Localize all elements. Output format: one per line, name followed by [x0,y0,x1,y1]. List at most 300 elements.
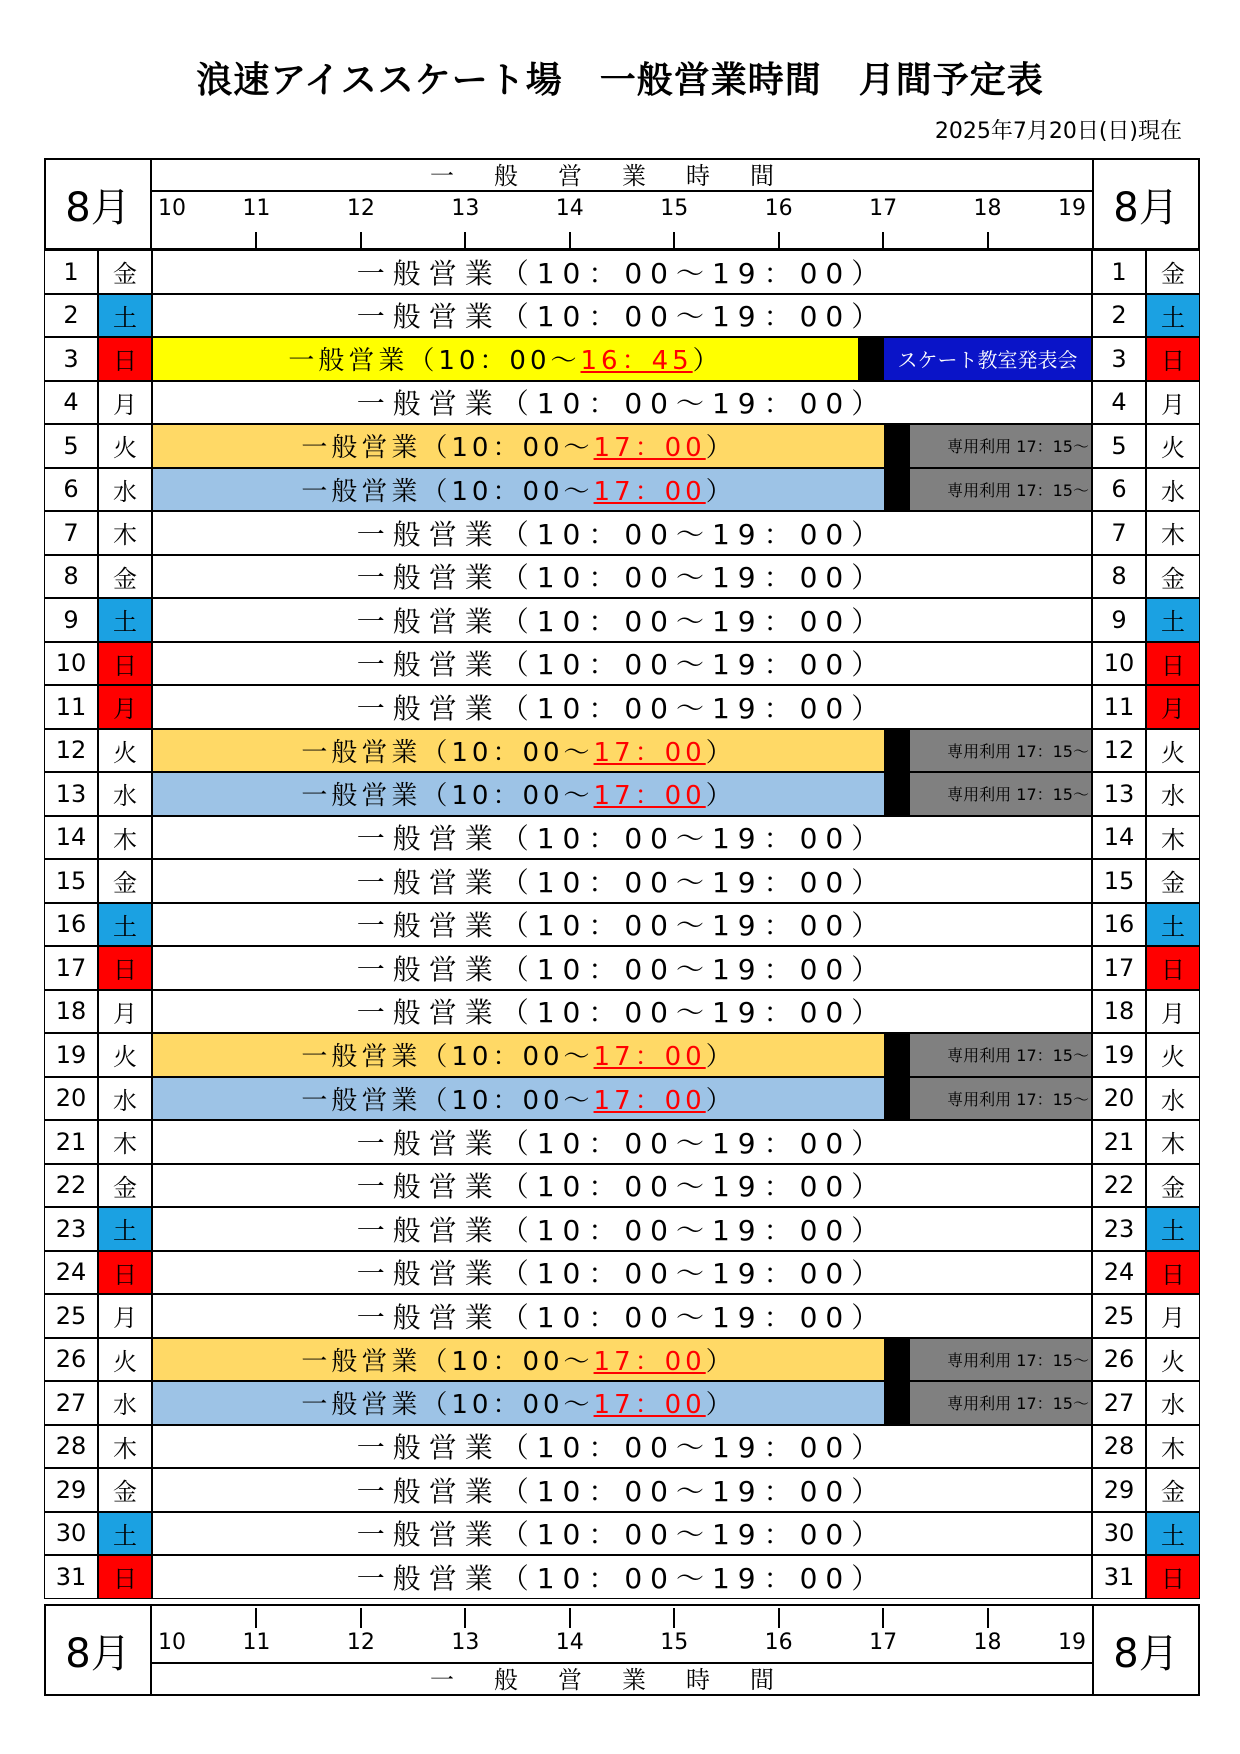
wednesday-session-band [153,1382,884,1424]
day-of-week: 金 [98,555,152,599]
day-of-week: 日 [98,642,152,686]
early-close-time: 17：00 [593,1390,706,1421]
day-of-week: 水 [1146,1077,1200,1121]
month-label: 8月 [44,1604,152,1696]
schedule-cell [152,1338,1092,1382]
hour-axis-title: 一般営業時間 [152,1662,1092,1694]
hour-axis-title: 一般営業時間 [152,160,1092,192]
month-label: 8月 [1092,1604,1200,1696]
day-number: 6 [1092,468,1146,512]
short-hours-label [301,775,735,812]
day-number: 9 [44,598,98,642]
day-number: 16 [44,903,98,947]
day-of-week: 月 [1146,1294,1200,1338]
day-number: 5 [1092,424,1146,468]
header-top [44,158,1200,250]
schedule-cell [152,1555,1092,1599]
close-paren: ） [705,1085,736,1116]
hour-label: 12 [346,1630,375,1655]
day-number: 3 [44,337,98,381]
day-row [44,1077,1200,1121]
schedule-cell [152,990,1092,1034]
day-of-week: 金 [1146,1164,1200,1208]
day-of-week: 火 [1146,424,1200,468]
day-of-week: 木 [1146,511,1200,555]
day-number: 5 [44,424,98,468]
standard-hours-label: 一般営業（10：00～19：00） [356,909,888,943]
day-of-week: 火 [98,1033,152,1077]
standard-hours-label: 一般営業（10：00～19：00） [356,517,888,551]
close-paren: ） [705,433,736,464]
short-hours-prefix: 一般営業（10：00～ [301,1042,594,1073]
day-of-week: 金 [98,1468,152,1512]
hour-tick [464,232,466,250]
day-number: 19 [1092,1033,1146,1077]
day-row [44,1512,1200,1556]
day-row [44,555,1200,599]
schedule-cell [152,1120,1092,1164]
day-of-week: 日 [1146,337,1200,381]
day-of-week: 月 [98,381,152,425]
standard-hours-label: 一般営業（10：00～19：00） [356,865,888,899]
day-number: 7 [1092,511,1146,555]
day-of-week: 月 [98,1294,152,1338]
day-of-week: 水 [1146,772,1200,816]
schedule-cell [152,1381,1092,1425]
day-of-week: 日 [1146,1555,1200,1599]
closed-interval [884,773,910,815]
hour-tick [464,1608,466,1628]
day-row [44,1033,1200,1077]
day-number: 15 [1092,859,1146,903]
day-of-week: 日 [1146,1251,1200,1295]
exclusive-use-band: 専用利用 17：15～ [910,773,1091,815]
day-number: 15 [44,859,98,903]
standard-hours-label: 一般営業（10：00～19：00） [356,1518,888,1552]
day-number: 9 [1092,598,1146,642]
schedule-cell [152,1077,1092,1121]
as-of-date: 2025年7月20日(日)現在 [934,119,1182,144]
closed-interval [884,1339,910,1381]
day-number: 23 [1092,1207,1146,1251]
day-number: 28 [1092,1425,1146,1469]
day-number: 11 [1092,685,1146,729]
exclusive-use-band: 専用利用 17：15～ [910,730,1091,772]
schedule-cell [152,685,1092,729]
day-of-week: 月 [1146,381,1200,425]
early-close-time: 17：00 [593,781,706,812]
day-number: 26 [44,1338,98,1382]
day-of-week: 日 [1146,946,1200,990]
day-number: 20 [1092,1077,1146,1121]
day-of-week: 金 [1146,859,1200,903]
day-number: 25 [44,1294,98,1338]
day-of-week: 木 [98,1425,152,1469]
schedule-cell [152,381,1092,425]
day-of-week: 木 [98,511,152,555]
day-of-week: 火 [1146,729,1200,773]
standard-hours-label: 一般営業（10：00～19：00） [356,256,888,290]
hour-tick [987,1608,989,1628]
standard-hours-label: 一般営業（10：00～19：00） [356,691,888,725]
day-row [44,1164,1200,1208]
day-of-week: 木 [98,1120,152,1164]
hour-tick [778,1608,780,1628]
month-label: 8月 [1092,158,1200,250]
closed-interval [884,730,910,772]
day-number: 31 [1092,1555,1146,1599]
day-row [44,294,1200,338]
hour-label: 18 [973,196,1002,221]
day-number: 2 [1092,294,1146,338]
short-hours-prefix: 一般営業（10：00～ [301,737,594,768]
hour-axis-top [150,158,1094,250]
standard-hours-label: 一般営業（10：00～19：00） [356,387,888,421]
schedule-cell [152,1468,1092,1512]
day-row [44,250,1200,294]
schedule-cell [152,1512,1092,1556]
day-number: 1 [1092,250,1146,294]
tuesday-session-band [153,730,884,772]
day-of-week: 土 [1146,294,1200,338]
day-number: 28 [44,1425,98,1469]
recital-event-band: スケート教室発表会 [884,338,1091,380]
early-close-time: 16：45 [580,346,693,377]
day-number: 21 [1092,1120,1146,1164]
short-hours-label [301,471,735,508]
wednesday-session-band [153,773,884,815]
day-of-week: 土 [98,598,152,642]
schedule-cell [152,598,1092,642]
schedule-cell [152,859,1092,903]
short-hours-label [301,427,735,464]
schedule-cell [152,555,1092,599]
special-hours-prefix: 一般営業（10：00～ [288,346,581,377]
day-of-week: 火 [98,424,152,468]
schedule-cell [152,1164,1092,1208]
short-hours-label [301,1384,735,1421]
day-row [44,468,1200,512]
standard-hours-label: 一般営業（10：00～19：00） [356,1561,888,1595]
day-of-week: 日 [98,1555,152,1599]
day-of-week: 土 [98,1512,152,1556]
day-of-week: 土 [1146,1512,1200,1556]
schedule-cell [152,337,1092,381]
standard-hours-label: 一般営業（10：00～19：00） [356,1257,888,1291]
day-of-week: 木 [98,816,152,860]
schedule-cell [152,816,1092,860]
short-hours-prefix: 一般営業（10：00～ [301,1390,594,1421]
exclusive-use-band: 専用利用 17：15～ [910,469,1091,511]
day-row [44,1294,1200,1338]
day-of-week: 日 [1146,642,1200,686]
standard-hours-label: 一般営業（10：00～19：00） [356,952,888,986]
day-row [44,381,1200,425]
day-number: 30 [1092,1512,1146,1556]
day-of-week: 火 [1146,1033,1200,1077]
short-hours-label [301,732,735,769]
schedule-cell [152,511,1092,555]
standard-hours-label: 一般営業（10：00～19：00） [356,1474,888,1508]
short-hours-prefix: 一般営業（10：00～ [301,781,594,812]
close-paren: ） [705,781,736,812]
day-number: 4 [1092,381,1146,425]
day-row [44,1251,1200,1295]
day-number: 27 [44,1381,98,1425]
hour-label: 12 [346,196,375,221]
day-number: 31 [44,1555,98,1599]
standard-hours-label: 一般営業（10：00～19：00） [356,648,888,682]
hour-label: 15 [660,196,689,221]
day-number: 7 [44,511,98,555]
hour-label: 13 [451,1630,480,1655]
day-number: 24 [1092,1251,1146,1295]
day-number: 18 [44,990,98,1034]
standard-hours-label: 一般営業（10：00～19：00） [356,604,888,638]
hour-tick [778,232,780,250]
day-row [44,1381,1200,1425]
early-close-time: 17：00 [593,737,706,768]
day-row [44,772,1200,816]
schedule-cell [152,946,1092,990]
short-hours-prefix: 一般営業（10：00～ [301,433,594,464]
special-hours-label [288,340,722,377]
hour-tick [569,232,571,250]
header-bottom [44,1604,1200,1696]
tuesday-session-band [153,1339,884,1381]
hour-tick [360,1608,362,1628]
day-number: 26 [1092,1338,1146,1382]
standard-hours-label: 一般営業（10：00～19：00） [356,996,888,1030]
tuesday-session-band [153,1034,884,1076]
hour-label: 10 [158,1630,186,1655]
hour-label: 14 [555,196,584,221]
day-row [44,424,1200,468]
day-of-week: 土 [98,294,152,338]
schedule-cell [152,250,1092,294]
day-number: 21 [44,1120,98,1164]
hour-label: 11 [242,196,271,221]
day-number: 25 [1092,1294,1146,1338]
day-row [44,990,1200,1034]
day-number: 11 [44,685,98,729]
exclusive-use-band: 専用利用 17：15～ [910,1382,1091,1424]
schedule-cell [152,1425,1092,1469]
early-close-time: 17：00 [593,433,706,464]
early-close-time: 17：00 [593,1042,706,1073]
day-number: 10 [44,642,98,686]
day-number: 3 [1092,337,1146,381]
day-of-week: 月 [98,685,152,729]
exclusive-use-band: 専用利用 17：15～ [910,425,1091,467]
short-hours-prefix: 一般営業（10：00～ [301,1346,594,1377]
closed-interval [884,1382,910,1424]
standard-hours-label: 一般営業（10：00～19：00） [356,300,888,334]
schedule-cell [152,468,1092,512]
day-row [44,642,1200,686]
day-of-week: 土 [1146,598,1200,642]
hour-label: 17 [869,1630,898,1655]
day-of-week: 金 [98,1164,152,1208]
day-of-week: 水 [98,1381,152,1425]
schedule-cell [152,729,1092,773]
hour-label: 10 [158,196,186,221]
day-of-week: 日 [98,337,152,381]
day-of-week: 土 [1146,1207,1200,1251]
closed-interval [858,338,884,380]
short-hours-label [301,1036,735,1073]
day-number: 30 [44,1512,98,1556]
hour-label: 16 [764,1630,793,1655]
day-of-week: 金 [98,250,152,294]
day-of-week: 月 [1146,685,1200,729]
hour-tick [255,1608,257,1628]
day-number: 12 [1092,729,1146,773]
day-of-week: 日 [98,1251,152,1295]
day-row [44,1338,1200,1382]
hour-label: 19 [1058,1630,1086,1655]
day-row [44,1425,1200,1469]
day-number: 22 [1092,1164,1146,1208]
standard-hours-label: 一般営業（10：00～19：00） [356,1431,888,1465]
close-paren: ） [705,1390,736,1421]
early-close-time: 17：00 [593,1085,706,1116]
hour-label: 11 [242,1630,271,1655]
day-number: 16 [1092,903,1146,947]
hour-axis-bottom [150,1604,1094,1696]
day-of-week: 月 [1146,990,1200,1034]
day-of-week: 木 [1146,1120,1200,1164]
hour-tick [673,1608,675,1628]
day-number: 2 [44,294,98,338]
day-of-week: 水 [1146,1381,1200,1425]
schedule-table [44,158,1200,1696]
hour-label: 16 [764,196,793,221]
day-number: 17 [44,946,98,990]
hour-label: 19 [1058,196,1086,221]
day-number: 13 [1092,772,1146,816]
close-paren: ） [705,1042,736,1073]
day-number: 19 [44,1033,98,1077]
wednesday-session-band [153,1078,884,1120]
hour-label: 15 [660,1630,689,1655]
short-hours-label [301,1080,735,1117]
exclusive-use-band: 専用利用 17：15～ [910,1339,1091,1381]
day-row [44,816,1200,860]
tuesday-session-band [153,425,884,467]
hour-tick [360,232,362,250]
day-row [44,946,1200,990]
day-number: 1 [44,250,98,294]
schedule-cell [152,1033,1092,1077]
short-hours-prefix: 一般営業（10：00～ [301,1085,594,1116]
hour-tick [987,232,989,250]
day-of-week: 水 [98,468,152,512]
short-hours-label [301,1341,735,1378]
hour-tick [882,1608,884,1628]
short-hours-prefix: 一般営業（10：00～ [301,476,594,507]
closed-interval [884,469,910,511]
day-of-week: 金 [1146,250,1200,294]
day-of-week: 金 [98,859,152,903]
day-row [44,859,1200,903]
hour-tick [569,1608,571,1628]
schedule-cell [152,903,1092,947]
day-row [44,729,1200,773]
day-of-week: 水 [98,772,152,816]
day-number: 24 [44,1251,98,1295]
hour-tick [673,232,675,250]
closed-interval [884,425,910,467]
early-close-time: 17：00 [593,476,706,507]
standard-hours-label: 一般営業（10：00～19：00） [356,561,888,595]
close-paren: ） [705,737,736,768]
day-of-week: 木 [1146,1425,1200,1469]
schedule-cell [152,424,1092,468]
schedule-cell [152,772,1092,816]
day-row [44,903,1200,947]
day-number: 14 [1092,816,1146,860]
standard-hours-label: 一般営業（10：00～19：00） [356,1300,888,1334]
day-of-week: 日 [98,946,152,990]
day-number: 8 [44,555,98,599]
day-of-week: 金 [1146,1468,1200,1512]
day-number: 23 [44,1207,98,1251]
day-of-week: 金 [1146,555,1200,599]
day-number: 29 [1092,1468,1146,1512]
day-of-week: 土 [1146,903,1200,947]
day-of-week: 木 [1146,816,1200,860]
standard-hours-label: 一般営業（10：00～19：00） [356,822,888,856]
schedule-cell [152,1207,1092,1251]
wednesday-session-band [153,469,884,511]
day-number: 14 [44,816,98,860]
schedule-cell [152,642,1092,686]
day-number: 22 [44,1164,98,1208]
close-paren: ） [705,476,736,507]
day-row [44,337,1200,381]
day-row [44,1120,1200,1164]
close-paren: ） [705,1346,736,1377]
day-of-week: 火 [98,729,152,773]
hour-label: 13 [451,196,480,221]
close-paren: ） [692,346,723,377]
day-number: 17 [1092,946,1146,990]
day-number: 13 [44,772,98,816]
day-of-week: 火 [1146,1338,1200,1382]
day-of-week: 土 [98,1207,152,1251]
day-number: 12 [44,729,98,773]
day-number: 20 [44,1077,98,1121]
day-row [44,1207,1200,1251]
schedule-cell [152,1251,1092,1295]
month-label: 8月 [44,158,152,250]
day-number: 27 [1092,1381,1146,1425]
day-of-week: 土 [98,903,152,947]
day-row [44,1468,1200,1512]
day-number: 6 [44,468,98,512]
schedule-cell [152,294,1092,338]
exclusive-use-band: 専用利用 17：15～ [910,1034,1091,1076]
exclusive-use-band: 専用利用 17：15～ [910,1078,1091,1120]
page-title: 浪速アイススケート場 一般営業時間 月間予定表 [196,60,1044,101]
day-of-week: 月 [98,990,152,1034]
day-row [44,1555,1200,1599]
day-row [44,511,1200,555]
day-of-week: 水 [98,1077,152,1121]
day-row [44,685,1200,729]
standard-hours-label: 一般営業（10：00～19：00） [356,1213,888,1247]
